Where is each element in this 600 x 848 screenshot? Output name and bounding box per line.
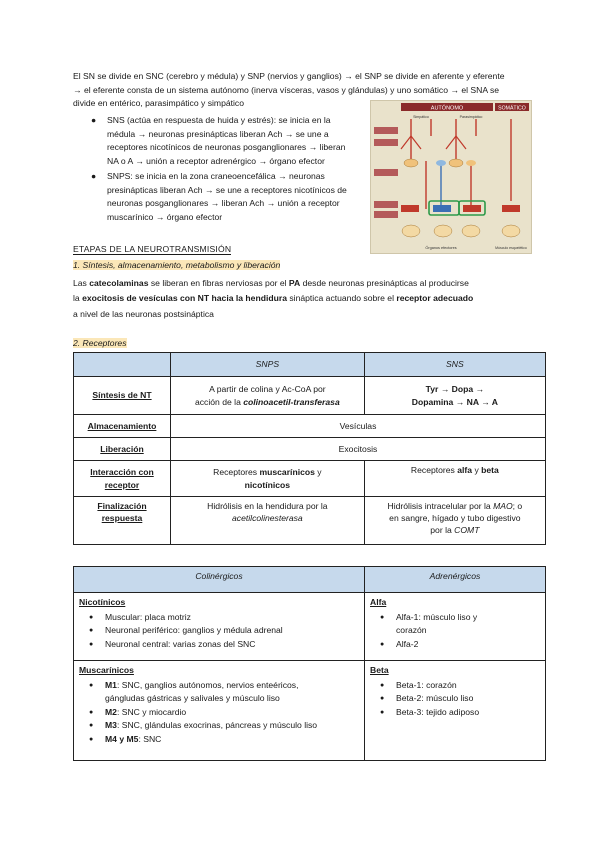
table-row bbox=[74, 497, 546, 545]
cell-snps-finalizacion: Hidrólisis en la hendidura por la acetilcolinesterasa bbox=[171, 497, 365, 545]
list-item: ● Beta-1: corazón bbox=[370, 679, 540, 693]
cell-snps-sintesis: A partir de colina y Ac-CoA por acción de la colinoacetil-transferasa bbox=[171, 377, 365, 415]
beta-title: Beta bbox=[370, 665, 389, 675]
list-item: ● Beta-3: tejido adiposo bbox=[370, 706, 540, 720]
cell-liberacion: Exocitosis bbox=[171, 438, 546, 461]
table-row bbox=[74, 377, 546, 415]
subsection-2 bbox=[73, 338, 127, 348]
figure-organos-label: Órganos efectores bbox=[425, 246, 457, 250]
list-item: ● Neuronal central: varias zonas del SNC bbox=[79, 638, 359, 652]
table-header-empty bbox=[74, 353, 171, 377]
row-label-almacenamiento: Almacenamiento bbox=[74, 415, 171, 438]
list-item: ● M1: SNC, ganglios autónomos, nervios enteéricos, gángludas gástricas y salivales y músculo liso bbox=[79, 679, 359, 706]
subsection-1 bbox=[73, 260, 280, 270]
bullet-snps bbox=[91, 170, 381, 226]
table-row bbox=[74, 415, 546, 438]
nervous-system-diagram bbox=[371, 101, 531, 253]
cell-alfa bbox=[365, 593, 546, 661]
figure-col-simpatico: Simpático bbox=[413, 115, 429, 119]
table-header-row bbox=[74, 353, 546, 377]
row-label-finalizacion: Finalización respuesta bbox=[74, 497, 171, 545]
subsection-1-text: 1. Síntesis, almacenamiento, metabolismo y liberación bbox=[73, 260, 281, 270]
list-item: ● M3: SNC, glándulas exocrinas, páncreas y músculo liso bbox=[79, 719, 359, 733]
list-item: ● Muscular: placa motriz bbox=[79, 611, 359, 625]
intro-line: divide en entérico, parasimpático y simpático bbox=[73, 98, 245, 109]
receptors-table bbox=[73, 566, 546, 761]
table-row bbox=[74, 661, 546, 761]
section-title-text: ETAPAS DE LA NEUROTRANSMISIÓN bbox=[73, 244, 232, 254]
bullet-line: neuronas posganglionares → liberan Ach → unión a receptor bbox=[107, 198, 340, 209]
list-item: ● Neuronal periférico: ganglios y médula adrenal bbox=[79, 624, 359, 638]
cell-snps-interaccion: Receptores muscarínicos y nicotínicos bbox=[171, 461, 365, 497]
row-label-sintesis: Síntesis de NT bbox=[74, 377, 171, 415]
bullet-line: muscarínico → órgano efector bbox=[107, 211, 223, 222]
figure-label-somatico: SOMÁTICO bbox=[498, 105, 526, 112]
bullet-line: NA o A → unión a receptor adrenérgico → órgano efector bbox=[107, 155, 325, 166]
list-item: ● M2: SNC y miocardio bbox=[79, 706, 359, 720]
bullet-line: presinápticas liberan Ach → se une a receptores nicotínicos de bbox=[107, 184, 347, 195]
bullet-line: SNPS: se inicia en la zona craneoencefálica → neuronas bbox=[107, 171, 325, 181]
bullet-line: médula → neuronas presinápticas liberan Ach → se une a bbox=[107, 128, 329, 139]
table-row bbox=[74, 593, 546, 661]
catecolaminas-paragraph bbox=[73, 276, 543, 322]
list-item: ● Beta-2: músculo liso bbox=[370, 692, 540, 706]
intro-line: → el eferente consta de un sistema autónomo (inerva vísceras, vasos y glándulas) y uno somático → el SNA se bbox=[73, 84, 500, 95]
table-header-row bbox=[74, 567, 546, 593]
neurotransmission-table bbox=[73, 352, 546, 545]
figure-musculo-label: Músculo esquelético bbox=[495, 246, 527, 250]
para-line: Las catecolaminas se liberan en fibras nerviosas por el PA desde neuronas presinápticas al producirse bbox=[73, 278, 469, 288]
list-item: ● Alfa-2 bbox=[370, 638, 540, 652]
cell-sns-interaccion: Receptores alfa y beta bbox=[364, 461, 545, 497]
section-title bbox=[73, 244, 231, 254]
row-label-interaccion: Interacción con receptor bbox=[74, 461, 171, 497]
figure-label-autonomo: AUTÓNOMO bbox=[430, 105, 464, 112]
bullet-sns bbox=[91, 114, 381, 170]
table-header-colinergicos: Colinérgicos bbox=[74, 567, 365, 593]
muscarinicos-title: Muscarínicos bbox=[79, 665, 134, 675]
cell-sns-sintesis: Tyr → Dopa → Dopamina → NA → A bbox=[364, 377, 545, 415]
cell-almacenamiento: Vesículas bbox=[171, 415, 546, 438]
table-row bbox=[74, 438, 546, 461]
cell-muscarinicos bbox=[74, 661, 365, 761]
table-row bbox=[74, 461, 546, 497]
nervous-system-figure bbox=[370, 100, 532, 254]
table-header-snps: SNPS bbox=[171, 353, 365, 377]
nicotinicos-title: Nicotínicos bbox=[79, 597, 126, 607]
bullet-dot: ● bbox=[91, 171, 97, 181]
subsection-2-text: 2. Receptores bbox=[73, 338, 127, 348]
intro-line: El SN se divide en SNC (cerebro y médula) y SNP (nervios y ganglios) → el SNP se divide en aferente y eferente bbox=[73, 71, 505, 81]
cell-beta bbox=[365, 661, 546, 761]
figure-col-parasimpatico: Parasimpático bbox=[459, 115, 483, 119]
table-header-sns: SNS bbox=[364, 353, 545, 377]
list-item: ● M4 y M5: SNC bbox=[79, 733, 359, 747]
table-header-adrenergicos: Adrenérgicos bbox=[365, 567, 546, 593]
cell-sns-finalizacion: Hidrólisis intracelular por la MAO; o en sangre, hígado y tubo digestivo por la COMT bbox=[364, 497, 545, 545]
row-label-liberacion: Liberación bbox=[74, 438, 171, 461]
bullet-dot: ● bbox=[91, 115, 97, 125]
list-item: ● Alfa-1: músculo liso y corazón bbox=[370, 611, 540, 638]
bullet-line: receptores nicotínicos de neuronas posganglionares → liberan bbox=[107, 142, 346, 153]
cell-nicotinicos bbox=[74, 593, 365, 661]
para-line: a nivel de las neuronas postsináptica bbox=[73, 308, 214, 319]
bullet-line: SNS (actúa en respuesta de huida y estrés): se inicia en la bbox=[107, 115, 331, 125]
alfa-title: Alfa bbox=[370, 597, 387, 607]
para-line: la exocitosis de vesículas con NT hacia la hendidura sináptica actuando sobre el receptor adecuado bbox=[73, 293, 474, 304]
